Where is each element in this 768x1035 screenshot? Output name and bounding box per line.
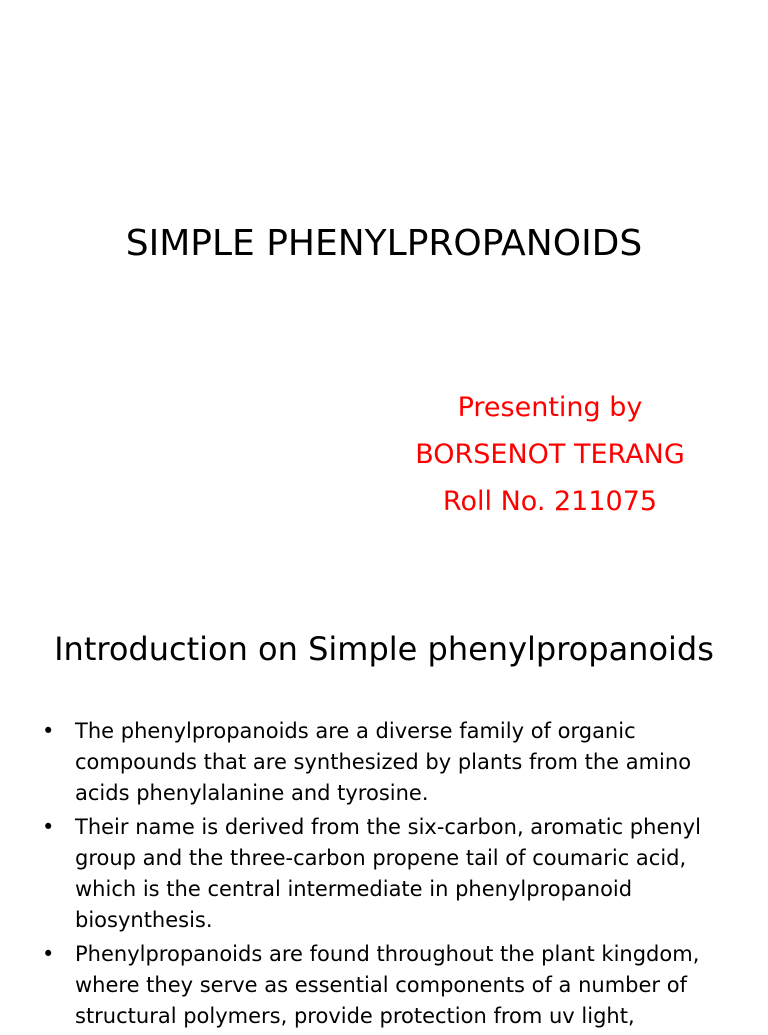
section-heading: Introduction on Simple phenylpropanoids	[54, 630, 714, 668]
bullet-item	[40, 939, 740, 1032]
presenter-roll-number: Roll No. 211075	[442, 486, 658, 517]
bullet-text: The phenylpropanoids are a diverse family of organic compounds that are synthesized by plants from the amino acids phenylalanine and tyrosine.	[75, 719, 692, 805]
bullet-icon: •	[42, 942, 55, 966]
bullet-icon: •	[42, 815, 55, 839]
presenter-name: BORSENOT TERANG	[415, 439, 685, 470]
presenter-label: Presenting by	[457, 392, 643, 423]
bullet-text: Their name is derived from the six-carbon, aromatic phenyl group and the three-carbon propene tail of coumaric acid, which is the central intermediate in phenylpropanoid biosynthesis.	[75, 815, 701, 932]
bullet-icon: •	[42, 719, 55, 743]
bullet-item	[40, 716, 740, 809]
bullet-item	[40, 812, 740, 936]
bullet-text: Phenylpropanoids are found throughout the plant kingdom, where they serve as essential components of a number of structural polymers, provide protection from uv light,	[75, 942, 700, 1028]
slide-title: SIMPLE PHENYLPROPANOIDS	[125, 223, 643, 264]
bullet-list	[40, 716, 740, 1035]
presenter-block	[380, 384, 720, 525]
